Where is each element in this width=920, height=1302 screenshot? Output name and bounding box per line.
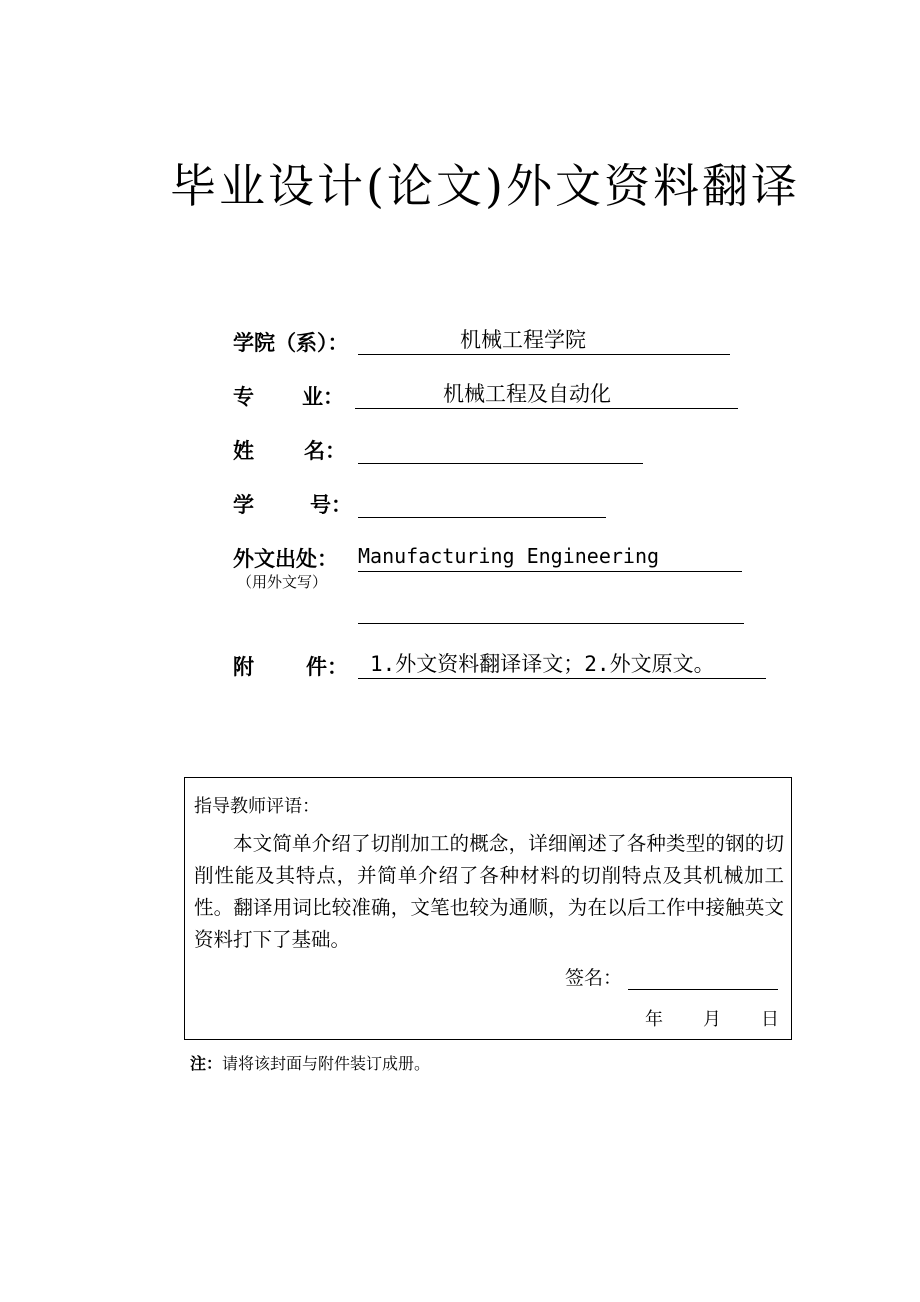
date-day: 日 <box>761 1009 779 1030</box>
note-prefix: 注： <box>190 1054 223 1073</box>
college-label: 学院（系）： <box>233 331 349 355</box>
review-heading: 指导教师评语： <box>194 796 320 817</box>
college-field[interactable]: 机械工程学院 <box>358 327 730 355</box>
advisor-review-box <box>184 777 792 1040</box>
date-month: 月 <box>703 1009 721 1030</box>
major-field[interactable]: 机械工程及自动化 <box>355 381 738 409</box>
review-date <box>645 1005 779 1031</box>
attachment-label: 附 件： <box>233 655 348 679</box>
footer-note <box>190 1051 430 1074</box>
note-text: 请将该封面与附件装订成册。 <box>222 1054 431 1073</box>
signature <box>565 963 778 990</box>
page-title: 毕业设计(论文)外文资料翻译 <box>170 159 800 213</box>
name-label: 姓 名： <box>233 439 346 463</box>
source-field-line2[interactable] <box>358 595 744 624</box>
signature-line[interactable] <box>628 969 778 990</box>
source-field[interactable]: Manufacturing Engineering <box>358 543 742 572</box>
student-id-label: 学 号： <box>233 493 352 517</box>
date-year: 年 <box>645 1009 663 1030</box>
name-field[interactable] <box>358 435 643 464</box>
source-label: 外文出处： <box>233 547 338 571</box>
review-text: 本文简单介绍了切削加工的概念，详细阐述了各种类型的钢的切削性能及其特点，并简单介绍了各种材料的切削特点及其机械加工性。翻译用词比较准确，文笔也较为通顺，为在以后工作中接触英文资料打下了基础。 <box>194 832 784 951</box>
attachment-field[interactable]: 1.外文资料翻译译文；2.外文原文。 <box>358 651 766 679</box>
major-label: 专 业： <box>233 385 344 409</box>
student-id-field[interactable] <box>358 489 606 518</box>
source-sublabel: （用外文写） <box>237 573 328 591</box>
signature-label: 签名： <box>565 967 623 989</box>
